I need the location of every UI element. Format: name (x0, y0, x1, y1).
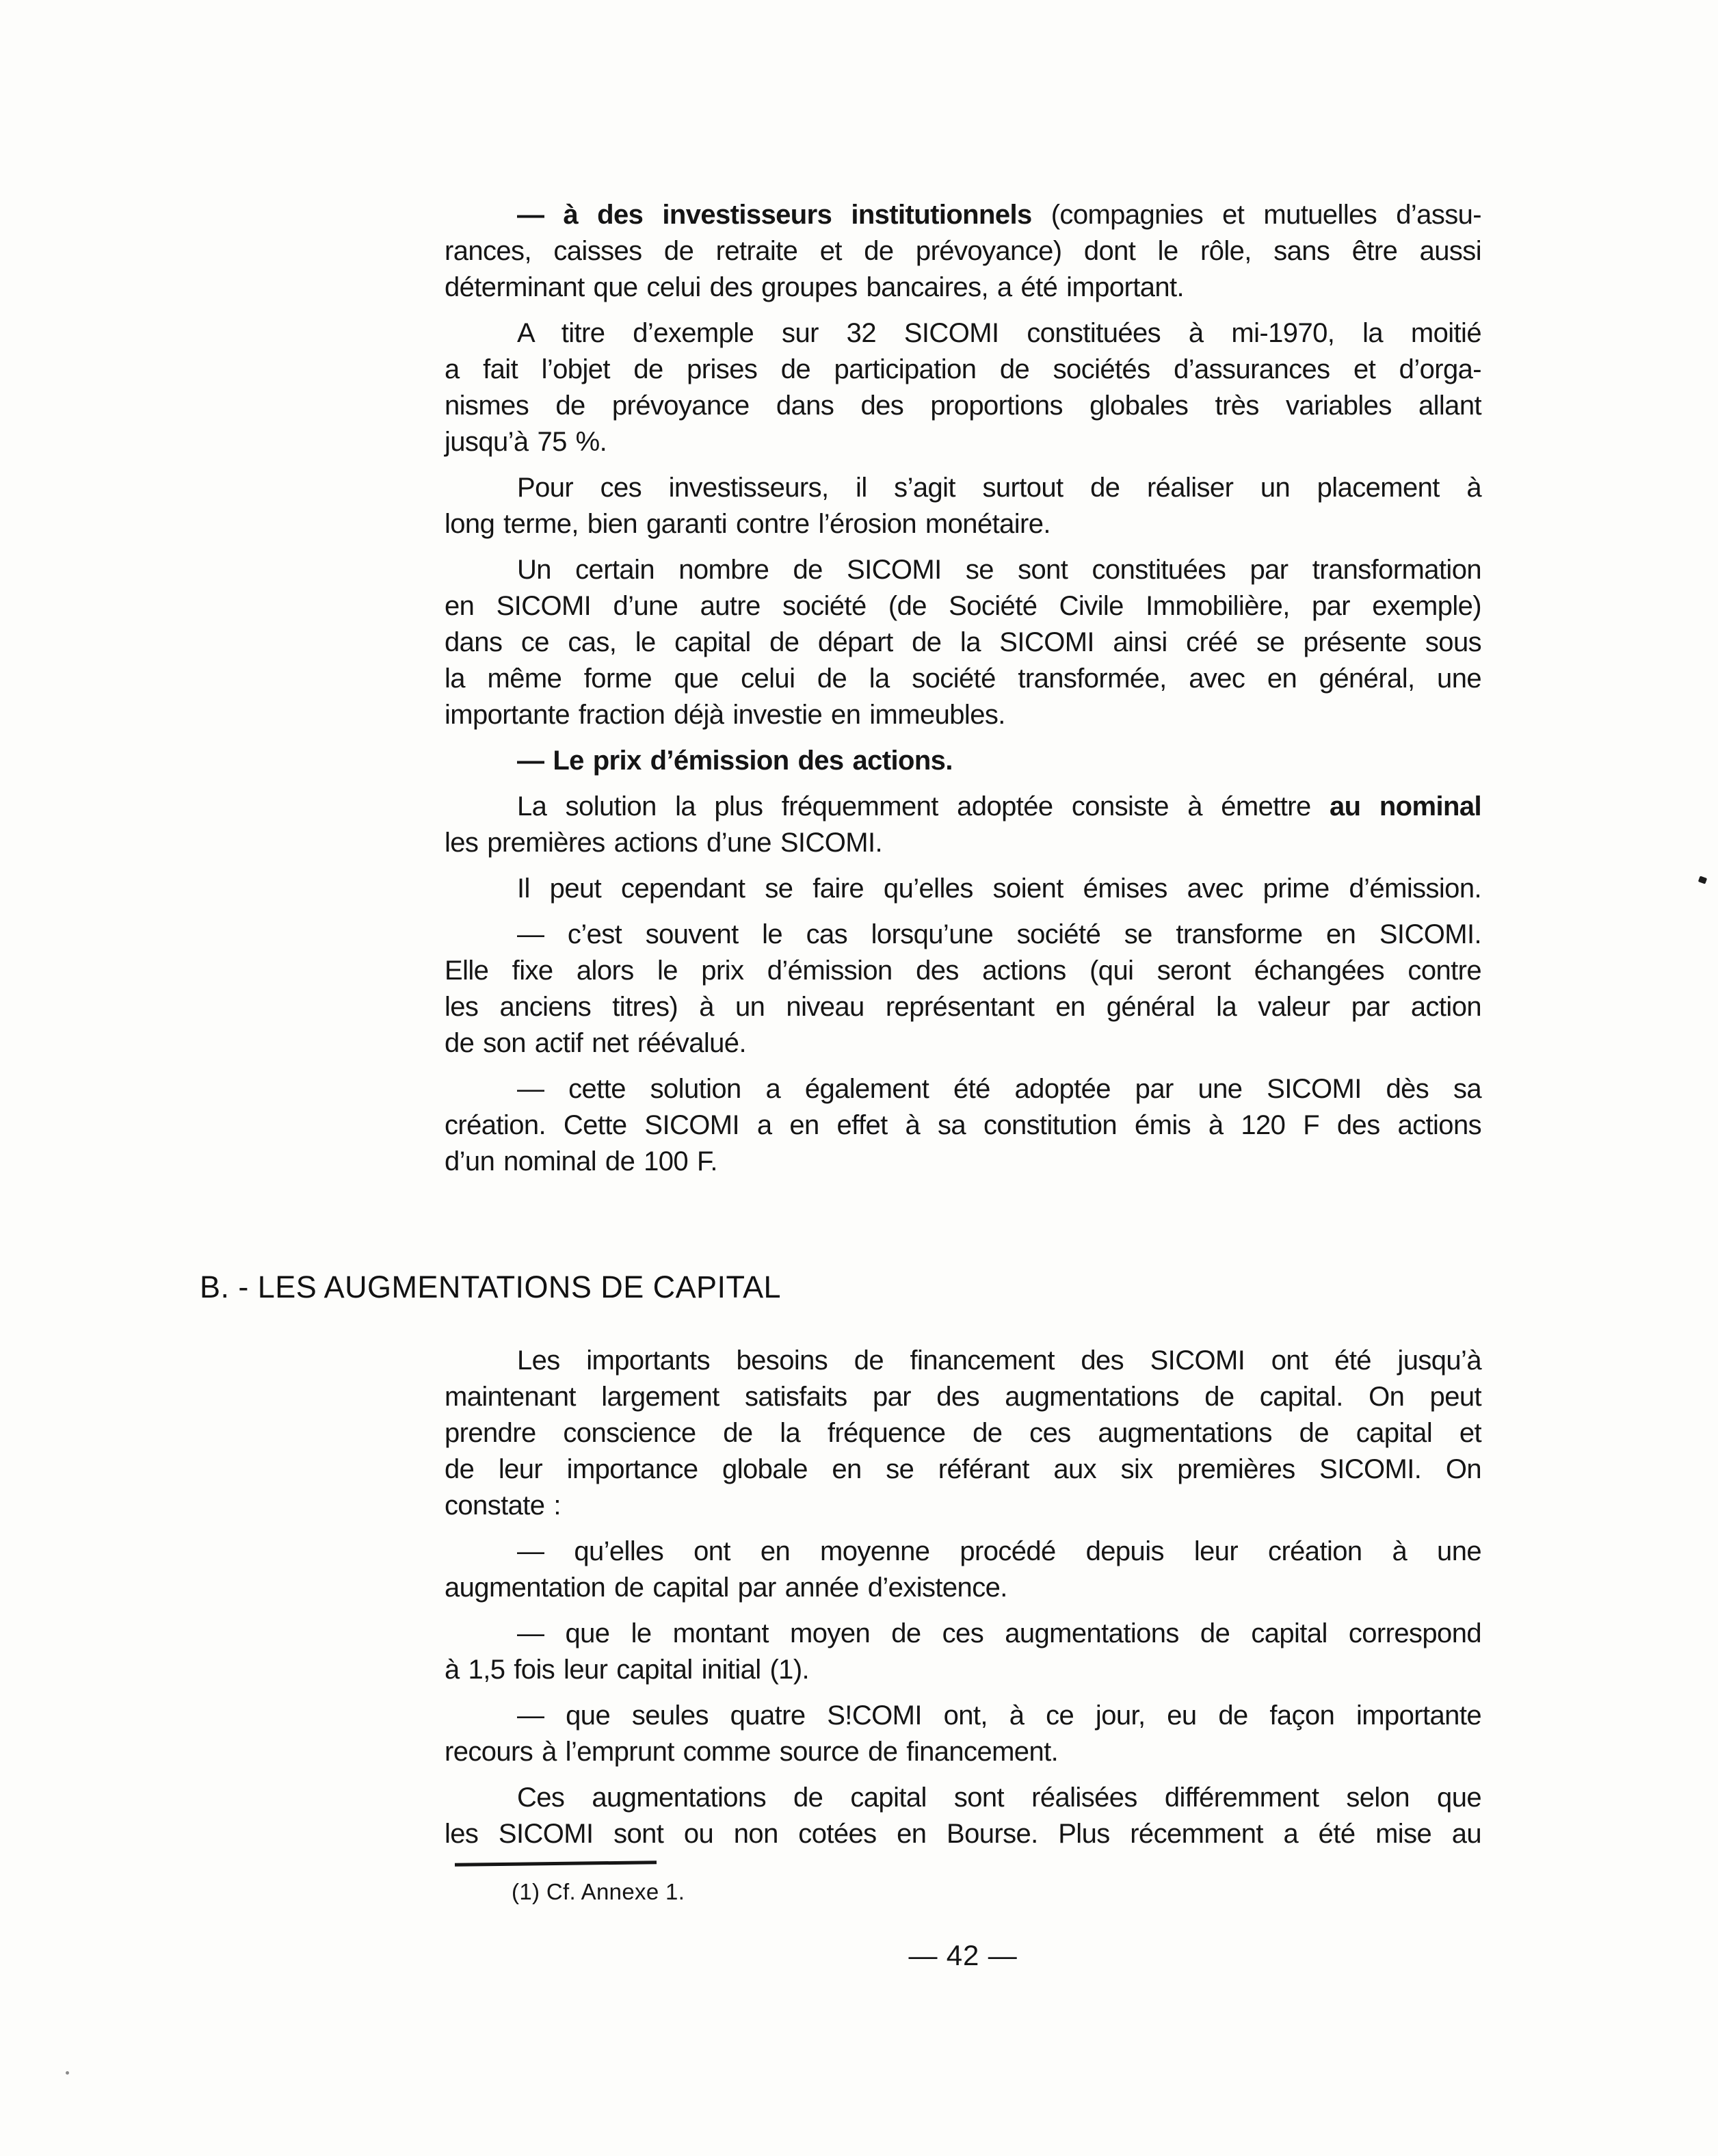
text-line (445, 1534, 1481, 1570)
text-line (445, 1343, 1481, 1379)
ink-speck (66, 2071, 69, 2075)
paragraph (445, 315, 1481, 460)
body-text: d’un nominal de 100 F. (445, 1146, 717, 1176)
text-line (445, 1107, 1481, 1144)
body-text: long terme, bien garanti contre l’érosion monétaire. (445, 509, 1050, 539)
text-line (445, 789, 1481, 825)
text-line (445, 1780, 1481, 1816)
page-number: — 42 — (908, 1939, 1018, 1971)
text-line (445, 825, 1481, 861)
text-line (445, 1488, 1481, 1524)
body-text: en SICOMI d’une autre société (de Société Civile Immobilière, par exemple) (445, 591, 1481, 621)
text-line (445, 506, 1481, 542)
body-text: les SICOMI sont ou non cotées en Bourse. Plus récemment a été mise au (445, 1819, 1481, 1849)
body-text: les anciens titres) à un niveau représentant en général la valeur par action (445, 992, 1481, 1022)
body-text: (compagnies et mutuelles d’assu- (1031, 200, 1481, 230)
body-text: Il peut cependant se faire qu’elles soient émises avec prime d’émission. (517, 873, 1481, 904)
body-text: — que le montant moyen de ces augmentations de capital correspond (517, 1618, 1481, 1648)
footnote-rule (455, 1861, 657, 1867)
text-line (445, 1071, 1481, 1107)
section-heading: B. - LES AUGMENTATIONS DE CAPITAL (200, 1270, 782, 1304)
body-text: la même forme que celui de la société transformée, avec en général, une (445, 663, 1481, 694)
body-text: à 1,5 fois leur capital initial (1). (445, 1655, 810, 1685)
paragraph (445, 917, 1481, 1062)
body-text: constate : (445, 1490, 561, 1521)
text-line (445, 953, 1481, 989)
text-line (445, 233, 1481, 270)
footnote: (1) Cf. Annexe 1. (512, 1879, 685, 1904)
paragraph (445, 1343, 1481, 1524)
body-text: — que seules quatre S!COMI ont, à ce jour, eu de façon importante (517, 1700, 1481, 1731)
body-text: La solution la plus fréquemment adoptée consiste à émettre (517, 791, 1330, 821)
body-text: — c’est souvent le cas lorsqu’une société se transforme en SICOMI. (517, 919, 1481, 949)
text-line (445, 1379, 1481, 1415)
text-line (445, 1144, 1481, 1180)
body-text: Les importants besoins de financement des SICOMI ont été jusqu’à (517, 1345, 1481, 1376)
text-line (445, 552, 1481, 588)
paragraph (445, 1534, 1481, 1606)
text-line (445, 743, 1481, 779)
paragraph (445, 1698, 1481, 1770)
body-text: création. Cette SICOMI a en effet à sa constitution émis à 120 F des actions (445, 1110, 1481, 1140)
paragraph (445, 197, 1481, 306)
text-line (445, 1451, 1481, 1488)
paragraph (445, 871, 1481, 907)
text-line (445, 352, 1481, 388)
body-text: a fait l’objet de prises de participation de sociétés d’assurances et d’orga- (445, 354, 1481, 384)
paragraph (445, 1780, 1481, 1852)
body-text: A titre d’exemple sur 32 SICOMI constituées à mi-1970, la moitié (517, 318, 1481, 348)
body-text: recours à l’emprunt comme source de financement. (445, 1737, 1059, 1767)
text-line (445, 470, 1481, 506)
text-line (445, 697, 1481, 733)
text-line (445, 588, 1481, 625)
paragraph (445, 789, 1481, 861)
bold-text: — à des investisseurs institutionnels (517, 200, 1032, 230)
body-text: Pour ces investisseurs, il s’agit surtout de réaliser un placement à (517, 473, 1481, 503)
text-line (445, 1698, 1481, 1734)
text-line (445, 989, 1481, 1025)
text-line (445, 1652, 1481, 1688)
body-text: augmentation de capital par année d’existence. (445, 1573, 1007, 1603)
body-text: déterminant que celui des groupes bancaires, a été important. (445, 272, 1185, 302)
body-text: jusqu’à 75 %. (445, 427, 607, 457)
body-text: maintenant largement satisfaits par des augmentations de capital. On peut (445, 1382, 1481, 1412)
text-line (445, 625, 1481, 661)
paragraph (445, 1071, 1481, 1180)
body-text: les premières actions d’une SICOMI. (445, 828, 882, 858)
paragraph (445, 552, 1481, 733)
text-line (445, 661, 1481, 697)
text-line (445, 1570, 1481, 1606)
text-line (445, 315, 1481, 352)
text-line (445, 1616, 1481, 1652)
text-line (445, 197, 1481, 233)
bold-text: — Le prix d’émission des actions. (517, 746, 953, 776)
body-text: Elle fixe alors le prix d’émission des actions (qui seront échangées contre (445, 956, 1481, 986)
body-text: Ces augmentations de capital sont réalisées différemment selon que (517, 1783, 1481, 1813)
text-line (445, 1816, 1481, 1852)
body-text: dans ce cas, le capital de départ de la SICOMI ainsi créé se présente sous (445, 627, 1481, 657)
text-line (445, 871, 1481, 907)
body-text: — qu’elles ont en moyenne procédé depuis leur création à une (517, 1536, 1481, 1566)
body-text: de leur importance globale en se référant aux six premières SICOMI. On (445, 1454, 1481, 1484)
text-line (445, 424, 1481, 460)
text-line (445, 388, 1481, 424)
body-text: rances, caisses de retraite et de prévoyance) dont le rôle, sans être aussi (445, 236, 1481, 266)
text-line (445, 1415, 1481, 1451)
text-line (445, 1734, 1481, 1770)
body-text: importante fraction déjà investie en immeubles. (445, 700, 1005, 730)
paragraph (445, 1616, 1481, 1688)
bold-text: au nominal (1330, 791, 1481, 821)
paragraph (445, 743, 1481, 779)
text-line (445, 270, 1481, 306)
body-text: nismes de prévoyance dans des proportions globales très variables allant (445, 391, 1481, 421)
paragraph (445, 470, 1481, 542)
text-line (445, 917, 1481, 953)
body-text: prendre conscience de la fréquence de ces augmentations de capital et (445, 1418, 1481, 1448)
text-line (445, 1025, 1481, 1062)
body-text: de son actif net réévalué. (445, 1028, 746, 1058)
body-text: — cette solution a également été adoptée par une SICOMI dès sa (517, 1074, 1481, 1104)
body-text: Un certain nombre de SICOMI se sont constituées par transformation (517, 555, 1481, 585)
